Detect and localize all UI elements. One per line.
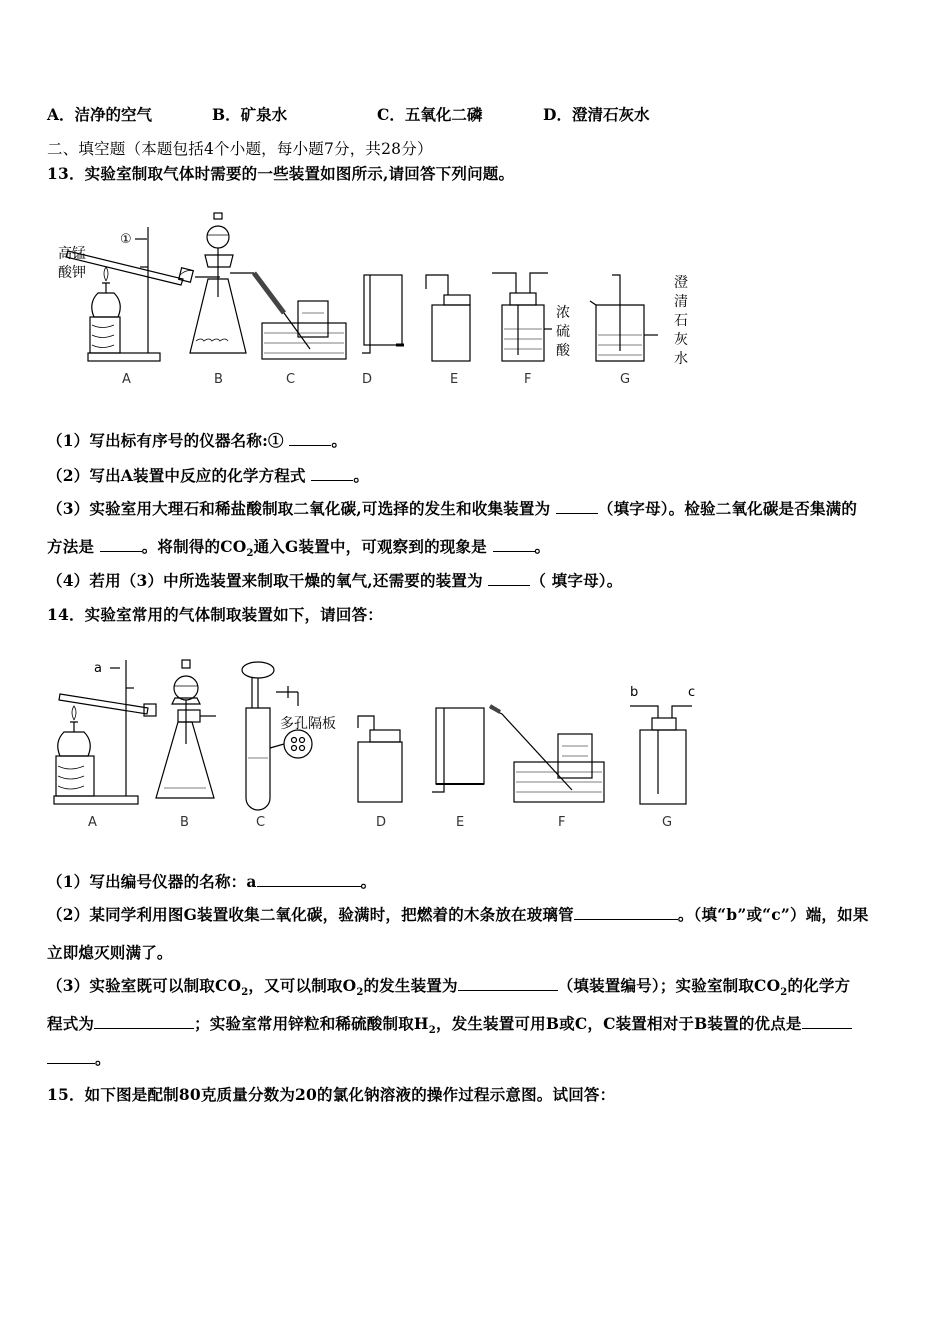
- q14-figure: [40, 648, 720, 842]
- q14-label-c: C: [256, 815, 266, 830]
- q13-label-e: E: [450, 372, 459, 387]
- q14-tag-c: c: [688, 685, 696, 700]
- q14-apparatus-d: [358, 716, 402, 802]
- q13-tag-num: ①: [120, 232, 132, 247]
- q14-label-g: G: [662, 815, 673, 830]
- q13-apparatus-c: [262, 301, 346, 359]
- q14-apparatus-a: [54, 660, 156, 804]
- q13-label-a: A: [122, 372, 131, 387]
- q13-apparatus-d: [362, 275, 404, 353]
- q15-stem: 15．如下图是配制80克质量分数为20的氯化钠溶液的操作过程示意图。试回答：: [47, 1085, 616, 1104]
- option-d: D．澄清石灰水: [543, 105, 650, 124]
- q14-tag-a: a: [94, 661, 102, 676]
- q14-label-b: B: [180, 815, 189, 830]
- q13-label-d: D: [362, 372, 373, 387]
- option-b: B．矿泉水: [212, 105, 288, 124]
- q13-tag-g5: 水: [674, 351, 688, 367]
- q13-stem: 13．实验室制取气体时需要的一些装置如图所示,请回答下列问题。: [47, 164, 515, 183]
- q13-tag-f2: 硫: [556, 324, 570, 340]
- option-c: C．五氧化二磷: [377, 105, 483, 124]
- q13-apparatus-b: [190, 213, 284, 353]
- q13-tag-g2: 清: [674, 294, 688, 310]
- q13-label-b: B: [214, 372, 223, 387]
- q14-apparatus-g: [630, 685, 695, 804]
- q13-tag-g1: 澄: [674, 275, 688, 291]
- q13-label-c: C: [286, 372, 296, 387]
- q14-part-1: （1）写出编号仪器的名称：a 。: [47, 872, 377, 891]
- q13-part-4: （4）若用（3）中所选装置来制取干燥的氧气,还需要的装置为 （ 填字母）。: [47, 571, 623, 590]
- section-heading: 二、填空题（本题包括4个小题，每小题7分，共28分）: [47, 140, 433, 158]
- q14-apparatus-e: [432, 708, 484, 792]
- q14-label-e: E: [456, 815, 465, 830]
- q14-apparatus-f: [490, 706, 604, 802]
- q14-part-2-line2: 立即熄灭则满了。: [47, 943, 173, 962]
- q14-label-f: F: [558, 815, 566, 830]
- q13-tag-f1: 浓: [556, 305, 570, 321]
- q13-figure: [40, 205, 720, 399]
- option-a: A．洁净的空气: [47, 105, 153, 124]
- q14-part-2-line1: （2）某同学利用图G装置收集二氧化碳，验满时，把燃着的木条放在玻璃管 。（填“b”或“c”）端，如果: [47, 905, 869, 924]
- q14-part-3-line3: 。: [47, 1047, 111, 1069]
- q13-apparatus-g: [590, 275, 688, 367]
- q13-tag-a1: 高锰: [58, 246, 86, 262]
- q13-apparatus-a: [58, 227, 220, 361]
- q14-label-a: A: [88, 815, 97, 830]
- q13-label-f: F: [524, 372, 532, 387]
- q13-part-3-line1: （3）实验室用大理石和稀盐酸制取二氧化碳,可选择的发生和收集装置为 （填字母）。检验二氧化碳是否集满的: [47, 499, 858, 518]
- q13-apparatus-e: [426, 275, 470, 361]
- q13-tag-g4: 灰: [674, 332, 688, 348]
- q14-label-d: D: [376, 815, 387, 830]
- q14-tag-plate: 多孔隔板: [280, 716, 336, 732]
- q13-tag-a2: 酸钾: [58, 265, 86, 281]
- q14-stem: 14．实验室常用的气体制取装置如下，请回答：: [47, 605, 383, 624]
- q13-apparatus-f: [492, 273, 571, 361]
- q14-apparatus-b: [156, 660, 216, 798]
- q13-tag-g3: 石: [674, 313, 688, 329]
- q14-part-3-line2: 程式为 ；实验室常用锌粒和稀硫酸制取$H_2$，发生装置可用B或C，C装置相对于B装置的优点是: [47, 1012, 852, 1036]
- q13-tag-f3: 酸: [556, 343, 570, 359]
- q13-part-1: （1）写出标有序号的仪器名称:① 。: [47, 431, 348, 450]
- q13-part-2: （2）写出A装置中反应的化学方程式 。: [47, 466, 370, 485]
- q14-apparatus-c: [242, 662, 336, 810]
- q13-label-g: G: [620, 372, 631, 387]
- q13-part-3-line2: 方法是 。将制得的$CO_2$通入G装置中，可观察到的现象是 。: [47, 537, 551, 560]
- q14-part-3-line1: （3）实验室既可以制取$CO_2$，又可以制取$O_2$的发生装置为 （填装置编号）；实验室制取$CO_2$的化学方: [47, 976, 851, 999]
- q14-tag-b: b: [630, 685, 639, 700]
